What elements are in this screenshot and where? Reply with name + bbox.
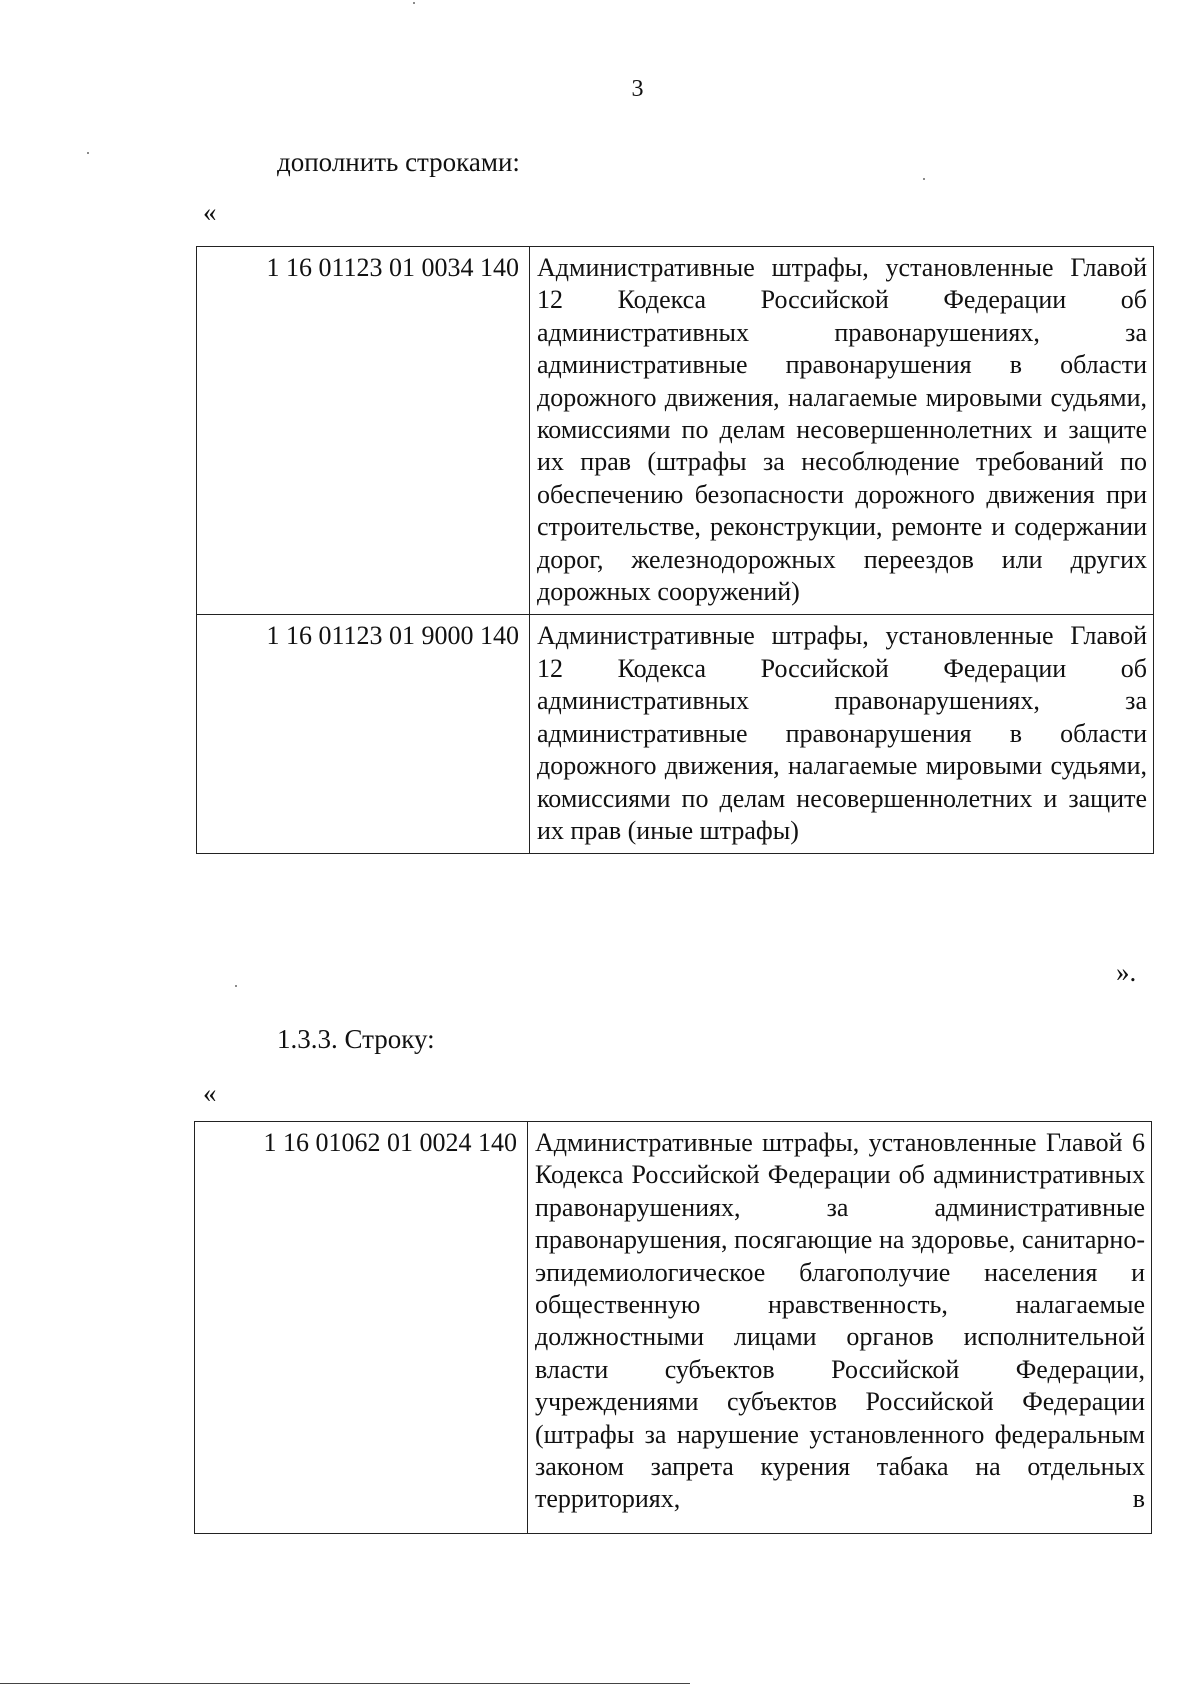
scan-speck	[413, 2, 415, 4]
scan-speck	[87, 152, 89, 154]
row-code: 1 16 01062 01 0024 140	[195, 1122, 528, 1534]
page-number: 3	[631, 76, 644, 102]
paragraph-supplement-lines: дополнить строками:	[277, 147, 520, 177]
scan-speck	[235, 985, 237, 987]
paragraph-section-1-3-3: 1.3.3. Строку:	[277, 1024, 435, 1054]
table-row	[197, 615, 1154, 854]
closing-quote: ».	[1116, 957, 1137, 987]
row-code: 1 16 01123 01 0034 140	[197, 247, 530, 615]
codes-table-2	[194, 1121, 1152, 1534]
bottom-rule	[0, 1683, 690, 1684]
table-row	[197, 247, 1154, 615]
opening-quote-2: «	[203, 1078, 217, 1108]
row-description: Административные штрафы, установленные Главой 12 Кодекса Российской Федерации об административных правонарушениях, за административные правонарушения в области дорожного движения, налагаемые мировыми судьями, комиссиями по делам несовершеннолетних и защите их прав (иные штрафы)	[530, 615, 1154, 854]
row-description: Административные штрафы, установленные Главой 6 Кодекса Российской Федерации об административных правонарушениях, за административные правонарушения, посягающие на здоровье, санитарно-эпидемиологическое благополучие населения и общественную нравственность, налагаемые должностными лицами органов исполнительной власти субъектов Российской Федерации, учреждениями субъектов Российской Федерации (штрафы за нарушение установленного федеральным законом запрета курения табака на отдельных территориях, в	[528, 1122, 1152, 1534]
row-code: 1 16 01123 01 9000 140	[197, 615, 530, 854]
row-description: Административные штрафы, установленные Главой 12 Кодекса Российской Федерации об административных правонарушениях, за административные правонарушения в области дорожного движения, налагаемые мировыми судьями, комиссиями по делам несовершеннолетних и защите их прав (штрафы за несоблюдение требований по обеспечению безопасности дорожного движения при строительстве, реконструкции, ремонте и содержании дорог, железнодорожных переездов или других дорожных сооружений)	[530, 247, 1154, 615]
codes-table-1	[196, 246, 1154, 854]
opening-quote-1: «	[203, 197, 217, 227]
scan-speck	[923, 178, 925, 180]
table-row	[195, 1122, 1152, 1534]
